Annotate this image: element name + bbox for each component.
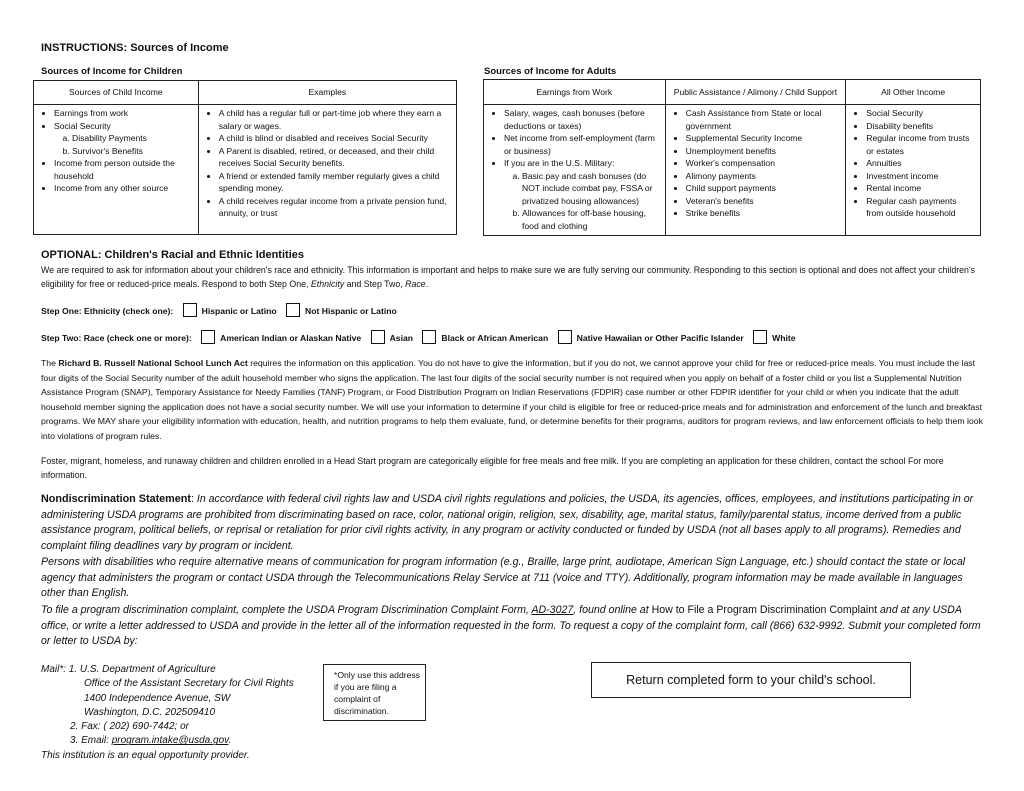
mail-line: Washington, D.C. 202509410 — [84, 706, 216, 718]
list-item: • Strike benefits — [686, 207, 842, 220]
checkbox-label: White — [772, 333, 796, 343]
children-col1-header: Sources of Child Income — [34, 81, 199, 105]
list-item: • A child receives regular income from a private pension fund, annuity, or trust — [219, 195, 452, 220]
complaint-paragraph: To file a program discrimination complaint, complete the USDA Program Discrimination Complaint Form, AD-3027, found online at How to File a Program Discrimination Complaint and at any USDA office, or write a letter addressed to USDA and provide in the letter all of the information requested in the form. To request a copy of the complaint form, call (866) 632-9992. Submit your completed form or letter to USDA by: — [41, 604, 981, 648]
adults-col3-header: All Other Income — [846, 80, 981, 105]
foster-paragraph: Foster, migrant, homeless, and runaway children and children enrolled in a Head Start program are categorically eligible for free meals and free milk. If you are completing an application for these children, contact the school For more information. — [41, 456, 944, 481]
list-item: • Worker's compensation — [686, 157, 842, 170]
list-item: • Unemployment benefits — [686, 145, 842, 158]
checkbox-label: Asian — [389, 333, 413, 343]
adults-col1-cell — [484, 105, 666, 236]
list-item: • Income from person outside the household — [54, 157, 194, 182]
checkbox-label: American Indian or Alaskan Native — [220, 333, 362, 343]
alternative-means-paragraph: Persons with disabilities who require alternative means of communication for program information (e.g., Braille, large print, audiotape, American Sign Language, etc.) should contact the state or local agency that administers the program or contact USDA through the Telecommunications Relay Service at 711 (voice and TTY). Additionally, program information may be made available in languages other than English. — [41, 556, 966, 600]
checkbox-label: Hispanic or Latino — [201, 306, 277, 316]
list-item: • A child has a regular full or part-time job where they earn a salary or wages. — [219, 107, 452, 132]
children-col1-cell — [34, 105, 199, 235]
adults-col2-cell — [665, 105, 846, 236]
asian-checkbox[interactable] — [371, 330, 385, 344]
mail-label: Mail*: 1. U.S. Department of Agriculture — [41, 664, 216, 675]
adults-income-table — [483, 79, 981, 236]
ad-3027-link[interactable]: AD-3027 — [531, 604, 574, 616]
checkbox-label: Not Hispanic or Latino — [305, 306, 397, 316]
lunch-act-paragraph: The Richard B. Russell National School Lunch Act requires the information on this application. You do not have to give the information, but if you do not, we cannot approve your child for free or reduced-price meals. You must include the last four digits of the Social Security number of the adult household member who signs the application. The last four digits of the social security number is not required when you apply on behalf of a foster child or you list a Supplemental Nutrition Assistance Program (SNAP), Temporary Assistance for Needy Families (TANF) Program, or Food Distribution Program on Indian Reservations (FDPIR) case number or other FDPIR identifier for your child or when you indicate that the adult household member signing the application does not have a social security number. We will use your information to determine if your child is eligible for free or reduced-price meals and for administration and enforcement of the lunch and breakfast programs. We MAY share your eligibility information with education, health, and nutrition programs to help them evaluate, fund, or determine benefits for their programs, auditors for program reviews, and law enforcement officials to help them look into violations of program rules. — [41, 358, 983, 441]
fax-line: 2. Fax: ( 202) 690-7442; or — [70, 721, 189, 733]
list-item: • Cash Assistance from State or local government — [686, 107, 842, 132]
american-indian-checkbox[interactable] — [201, 330, 215, 344]
list-item: b. Survivor's Benefits — [72, 145, 194, 158]
adults-heading: Sources of Income for Adults — [484, 66, 617, 77]
children-col2-header: Examples — [198, 81, 456, 105]
not-hispanic-checkbox[interactable] — [286, 303, 300, 317]
list-item: • A Parent is disabled, retired, or deceased, and their child receives Social Security benefits. — [219, 145, 452, 170]
instructions-title: INSTRUCTIONS: Sources of Income — [41, 42, 229, 54]
list-item: • Salary, wages, cash bonuses (before deductions or taxes) — [504, 107, 661, 132]
mail-line: 1400 Independence Avenue, SW — [84, 692, 231, 704]
list-item: • Disability benefits — [866, 120, 976, 133]
list-item: • Rental income — [866, 182, 976, 195]
hispanic-checkbox[interactable] — [183, 303, 197, 317]
list-item: • Net income from self-employment (farm or business) — [504, 132, 661, 157]
black-checkbox[interactable] — [422, 330, 436, 344]
equal-opportunity-text: This institution is an equal opportunity provider. — [41, 749, 250, 761]
mail-line: Office of the Assistant Secretary for Civil Rights — [84, 678, 294, 690]
list-item: • Veteran's benefits — [686, 195, 842, 208]
step-one-row — [41, 303, 397, 317]
step-one-label: Step One: Ethnicity (check one): — [41, 306, 174, 316]
list-item: • Annuities — [866, 157, 976, 170]
optional-intro: We are required to ask for information about your children's race and ethnicity. This information is important and helps to make sure we are fully serving our community. Responding to this section is optional and does not affect your children's eligibility for free or reduced-price meals. Respond to both Step One, Ethnicity and Step Two, Race. — [41, 265, 976, 290]
list-item: • Alimony payments — [686, 170, 842, 183]
list-item: • If you are in the U.S. Military: a. Basic pay and cash bonuses (do NOT include combat pay, FSSA or privatized housing allowances) b. Allowances for off-base housing, food and clothing — [504, 157, 661, 232]
list-item: • A child is blind or disabled and receives Social Security — [219, 132, 452, 145]
list-item: • Income from any other source — [54, 182, 194, 195]
list-item: • Investment income — [866, 170, 976, 183]
children-income-table — [33, 80, 457, 235]
list-item: • Earnings from work — [54, 107, 194, 120]
white-checkbox[interactable] — [753, 330, 767, 344]
mail-block — [41, 663, 294, 763]
nondiscrimination-statement: Nondiscrimination Statement: In accordance with federal civil rights law and USDA civil rights regulations and policies, the USDA, its agencies, offices, employees, and institutions participating in or administering USDA programs are prohibited from discriminating based on race, color, national origin, religion, sex, disability, age, marital status, family/parental status, income derived from a public assistance program, political beliefs, or reprisal or retaliation for prior civil rights activity, in any program or activity conducted or funded by USDA (not all bases apply to all programs). Remedies and complaint filing deadlines vary by program or incident. — [41, 493, 974, 552]
checkbox-label: Black or African American — [441, 333, 549, 343]
list-item: • Regular cash payments from outside household — [866, 195, 976, 220]
children-col2-cell — [198, 105, 456, 235]
adults-col3-cell — [846, 105, 981, 236]
list-item: • Regular income from trusts or estates — [866, 132, 976, 157]
list-item: • Supplemental Security Income — [686, 132, 842, 145]
adults-col1-header: Earnings from Work — [484, 80, 666, 105]
native-hawaiian-checkbox[interactable] — [558, 330, 572, 344]
children-heading: Sources of Income for Children — [41, 66, 183, 77]
note-box: *Only use this address if you are filing a complaint of discrimination. — [323, 664, 426, 721]
step-two-label: Step Two: Race (check one or more): — [41, 333, 192, 343]
list-item: b. Allowances for off-base housing, food and clothing — [522, 207, 661, 232]
email-link[interactable]: program.intake@usda.gov — [111, 735, 229, 747]
optional-title: OPTIONAL: Children's Racial and Ethnic Identities — [41, 249, 304, 261]
list-item: • Social Security — [866, 107, 976, 120]
return-instructions-box — [591, 662, 911, 698]
step-two-row — [41, 330, 796, 344]
email-line: 3. Email: program.intake@usda.gov. — [70, 735, 232, 747]
adults-col2-header: Public Assistance / Alimony / Child Support — [665, 80, 846, 105]
list-item: • A friend or extended family member regularly gives a child spending money. — [219, 170, 452, 195]
list-item: • Social Security a. Disability Payments b. Survivor's Benefits — [54, 120, 194, 158]
return-instructions: Return completed form to your child's school. — [626, 673, 876, 687]
list-item: a. Basic pay and cash bonuses (do NOT include combat pay, FSSA or privatized housing allowances) — [522, 170, 661, 208]
checkbox-label: Native Hawaiian or Other Pacific Islander — [576, 333, 744, 343]
list-item: • Child support payments — [686, 182, 842, 195]
list-item: a. Disability Payments — [72, 132, 194, 145]
